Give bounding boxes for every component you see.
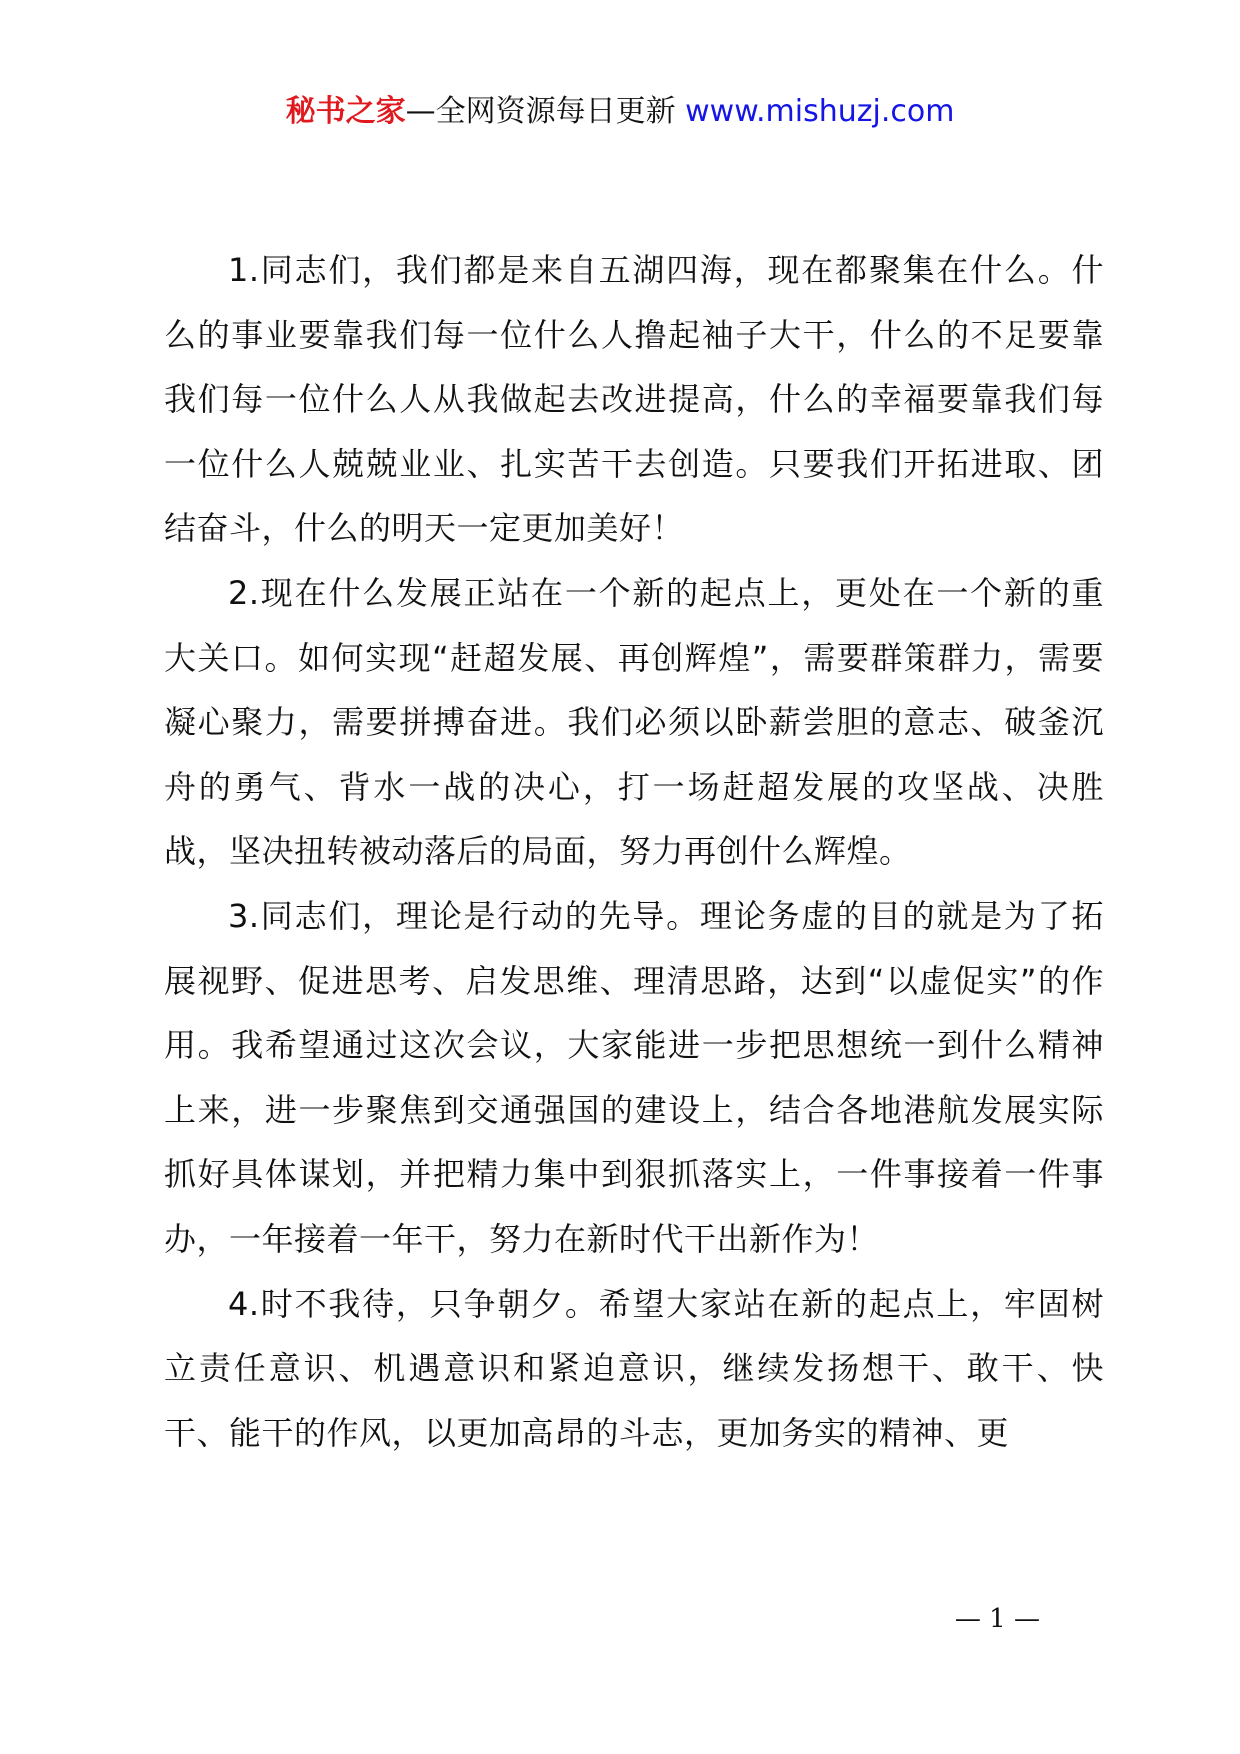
page-header [0,92,1240,132]
site-tagline: —全网资源每日更新 [405,94,686,129]
document-body [164,238,1104,1465]
site-url-link[interactable]: www.mishuzj.com [685,94,955,129]
paragraph-4: 4.时不我待，只争朝夕。希望大家站在新的起点上，牢固树立责任意识、机遇意识和紧迫意识，继续发扬想干、敢干、快干、能干的作风，以更加高昂的斗志，更加务实的精神、更 [164,1284,1104,1452]
paragraph-2: 2.现在什么发展正站在一个新的起点上，更处在一个新的重大关口。如何实现“赶超发展、再创辉煌”，需要群策群力，需要凝心聚力，需要拼搏奋进。我们必须以卧薪尝胆的意志、破釜沉舟的勇气、背水一战的决心，打一场赶超发展的攻坚战、决胜战，坚决扭转被动落后的局面，努力再创什么辉煌。 [164,573,1104,871]
page-number: — 1 — [954,1604,1040,1634]
paragraph-1: 1.同志们，我们都是来自五湖四海，现在都聚集在什么。什么的事业要靠我们每一位什么人撸起袖子大干，什么的不足要靠我们每一位什么人从我做起去改进提高，什么的幸福要靠我们每一位什么人兢兢业业、扎实苦干去创造。只要我们开拓进取、团结奋斗，什么的明天一定更加美好！ [164,251,1104,548]
site-brand: 秘书之家 [285,94,406,129]
paragraph-3: 3.同志们，理论是行动的先导。理论务虚的目的就是为了拓展视野、促进思考、启发思维、理清思路，达到“以虚促实”的作用。我希望通过这次会议，大家能进一步把思想统一到什么精神上来，进一步聚焦到交通强国的建设上，结合各地港航发展实际抓好具体谋划，并把精力集中到狠抓落实上，一件事接着一件事办，一年接着一年干，努力在新时代干出新作为！ [164,896,1104,1258]
